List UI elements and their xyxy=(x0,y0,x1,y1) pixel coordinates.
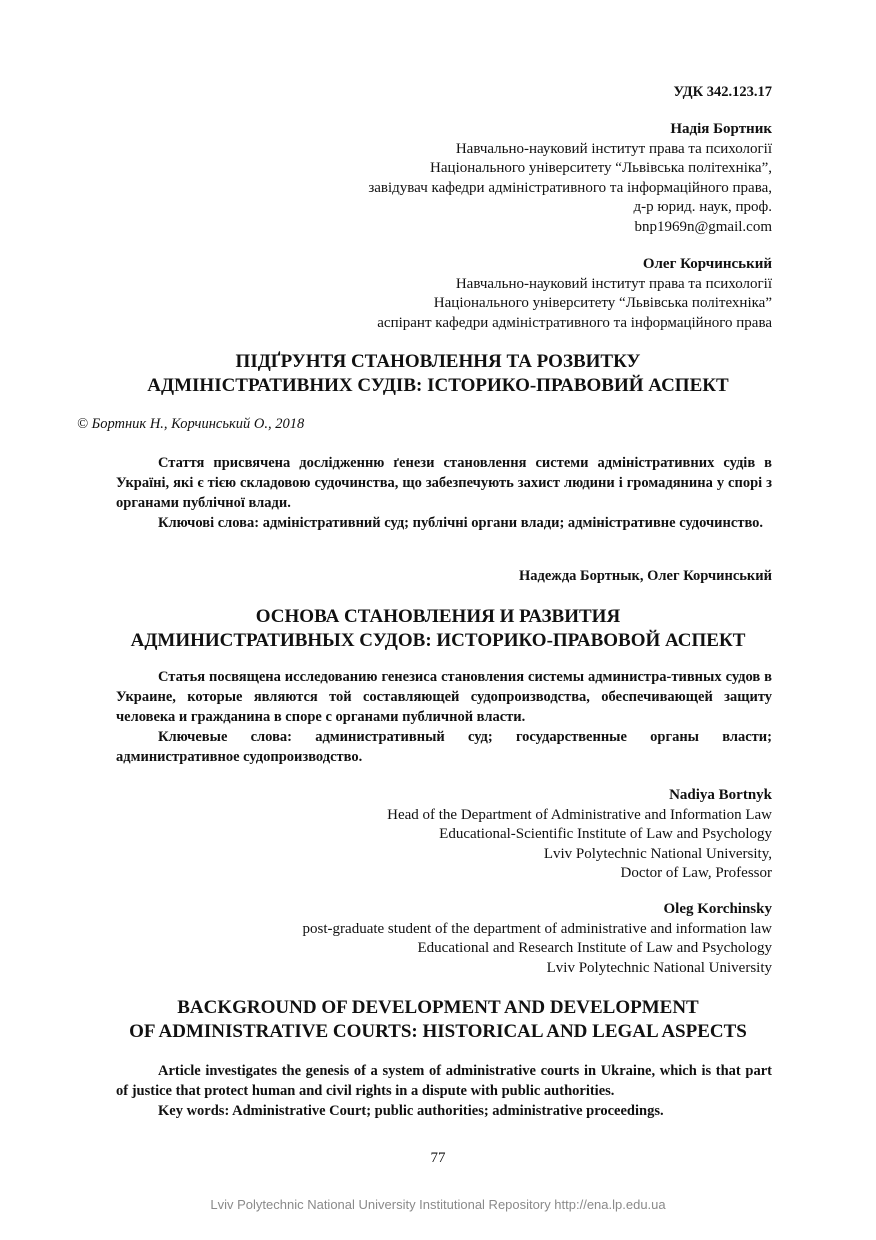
affiliation-line: Lviv Polytechnic National University xyxy=(546,959,772,976)
affiliation-line: д-р юрид. наук, проф. xyxy=(633,199,772,215)
title-line: АДМІНІСТРАТИВНИХ СУДІВ: ІСТОРИКО-ПРАВОВИЙ АСПЕКТ xyxy=(147,375,729,396)
abstract-text: Стаття присвячена дослідженню ґенези становлення системи адміністративних судів в Україні, які є тією складовою судочинства, що забезпечують захист людини і громадянина у спорі з органами публічної влади. xyxy=(116,455,772,511)
affiliation-line: завідувач кафедри адміністративного та інформаційного права, xyxy=(368,179,772,196)
abstract-en xyxy=(116,1061,772,1121)
author-block-en-2 xyxy=(303,900,772,978)
title-line: ПІДҐРУНТЯ СТАНОВЛЕННЯ ТА РОЗВИТКУ xyxy=(235,351,641,372)
author-email: bnp1969n@gmail.com xyxy=(634,218,772,235)
affiliation-line: Lviv Polytechnic National University, xyxy=(543,845,772,862)
affiliation-line: post-graduate student of the department of administrative and information law xyxy=(302,920,772,937)
affiliation-line: Doctor of Law, Professor xyxy=(620,865,772,881)
affiliation-line: Educational-Scientific Institute of Law and Psychology xyxy=(439,826,772,842)
author-name: Надія Бортник xyxy=(670,121,772,137)
copyright-line: © Бортник Н., Корчинський О., 2018 xyxy=(77,416,305,432)
udk-code: УДК 342.123.17 xyxy=(673,84,772,100)
affiliation-line: Educational and Research Institute of Law and Psychology xyxy=(417,940,772,956)
authors-ru: Надежда Бортнык, Олег Корчинський xyxy=(519,568,772,584)
abstract-text: Article investigates the genesis of a system of administrative courts in Ukraine, which is that part of justice that protect human and civil rights in a dispute with public authorities. xyxy=(116,1063,772,1099)
author-block-en-1 xyxy=(387,786,772,884)
affiliation-line: Навчально-науковий інститут права та психології xyxy=(455,275,772,292)
author-name: Олег Корчинський xyxy=(642,256,772,272)
affiliation-line: Head of the Department of Administrative and Information Law xyxy=(387,806,772,823)
abstract-ua xyxy=(116,453,772,533)
author-name: Oleg Korchinsky xyxy=(663,901,772,917)
affiliation-line: Навчально-науковий інститут права та психології xyxy=(455,140,772,157)
author-block-ua-1 xyxy=(368,120,772,237)
repository-footer: Lviv Polytechnic National University Institutional Repository http://ena.lp.edu.ua xyxy=(210,1197,666,1212)
title-ua xyxy=(0,350,876,398)
title-line: ОСНОВА СТАНОВЛЕНИЯ И РАЗВИТИЯ xyxy=(255,606,621,627)
page-number: 77 xyxy=(430,1150,446,1166)
affiliation-line: Національного університету “Львівська політехніка”, xyxy=(430,160,772,176)
affiliation-line: аспірант кафедри адміністративного та інформаційного права xyxy=(377,314,772,331)
author-name: Nadiya Bortnyk xyxy=(669,787,772,803)
affiliation-line: Національного університету “Львівська політехніка” xyxy=(433,295,772,311)
author-block-ua-2 xyxy=(377,255,772,333)
keywords: Ключевые слова: административный суд; государственные органы власти; административное судопроизводство. xyxy=(116,729,772,765)
title-line: OF ADMINISTRATIVE COURTS: HISTORICAL AND LEGAL ASPECTS xyxy=(129,1021,747,1042)
abstract-text: Статья посвящена исследованию генезиса становления системы администра-тивных судов в Украине, которые являются той составляющей судопроизводства, обеспечивающей защиту человека и гражданина в споре с органами публичной власти. xyxy=(116,669,772,725)
title-ru xyxy=(0,605,876,653)
title-line: АДМИНИСТРАТИВНЫХ СУДОВ: ИСТОРИКО-ПРАВОВОЙ АСПЕКТ xyxy=(130,630,746,651)
title-line: BACKGROUND OF DEVELOPMENT AND DEVELOPMENT xyxy=(177,997,699,1018)
keywords: Key words: Administrative Court; public authorities; administrative proceedings. xyxy=(158,1103,664,1119)
title-en xyxy=(0,996,876,1044)
abstract-ru xyxy=(116,667,772,767)
keywords: Ключові слова: адміністративний суд; публічні органи влади; адміністративне судочинство. xyxy=(158,515,764,531)
